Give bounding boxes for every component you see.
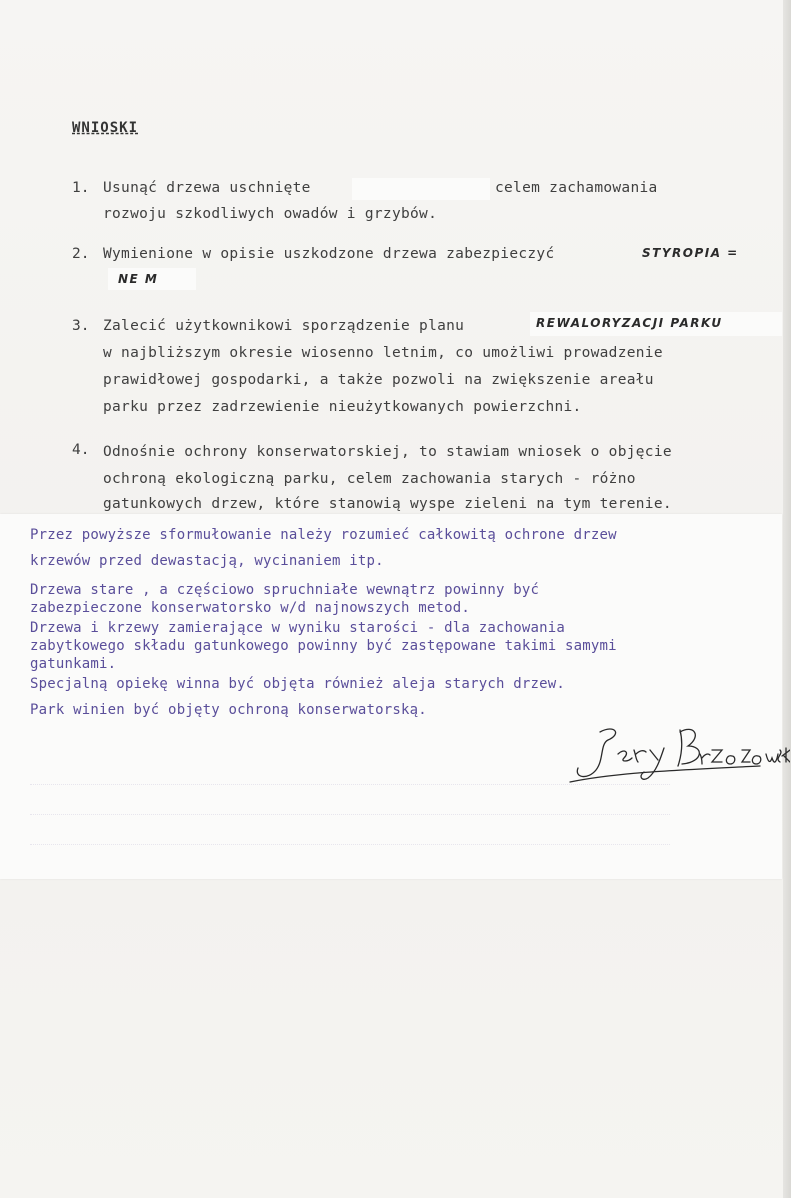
addendum-line-1: Przez powyższe sformułowanie należy rozumieć całkowitą ochrone drzew bbox=[30, 527, 617, 543]
item-2-line-1: Wymienione w opisie uszkodzone drzewa zabezpieczyć bbox=[103, 246, 555, 262]
addendum-line-7: gatunkami. bbox=[30, 656, 117, 672]
faint-line bbox=[30, 844, 670, 855]
signature bbox=[560, 720, 790, 790]
item-4-line-2: ochroną ekologiczną parku, celem zachowania starych - różno bbox=[103, 471, 636, 487]
item-1-line-2: rozwoju szkodliwych owadów i grzybów. bbox=[103, 206, 438, 222]
item-4-number: 4. bbox=[72, 442, 90, 458]
item-3-line-4: parku przez zadrzewienie nieużytkowanych powierzchni. bbox=[103, 399, 582, 415]
addendum-line-8: Specjalną opiekę winna być objęta również aleja starych drzew. bbox=[30, 676, 565, 692]
item-3-number: 3. bbox=[72, 318, 90, 334]
addendum-line-6: zabytkowego składu gatunkowego powinny być zastępowane takimi samymi bbox=[30, 638, 617, 654]
addendum-line-3: Drzewa stare , a częściowo spruchniałe wewnątrz powinny być bbox=[30, 582, 540, 598]
item-4-line-3: gatunkowych drzew, które stanowią wyspe zieleni na tym terenie. bbox=[103, 496, 672, 512]
addendum-line-4: zabezpieczone konserwatorsko w/d najnowszych metod. bbox=[30, 600, 471, 616]
addendum-line-5: Drzewa i krzewy zamierające w wyniku starości - dla zachowania bbox=[30, 620, 565, 636]
addendum-line-2: krzewów przed dewastacją, wycinaniem itp. bbox=[30, 553, 384, 569]
item-3-line-2: w najbliższym okresie wiosenno letnim, co umożliwi prowadzenie bbox=[103, 345, 663, 361]
item-3-line-3: prawidłowej gospodarki, a także pozwoli na zwiększenie areału bbox=[103, 372, 654, 388]
item-1-line-1a: Usunąć drzewa uschnięte bbox=[103, 180, 311, 196]
redacted-blank bbox=[352, 178, 490, 200]
item-1-line-1b: celem zachamowania bbox=[495, 180, 658, 196]
item-3-line-1: Zalecić użytkownikowi sporządzenie planu bbox=[103, 318, 465, 334]
item-3-handwritten: REWALORYZACJI PARKU bbox=[536, 316, 723, 330]
addendum-line-9: Park winien być objęty ochroną konserwatorską. bbox=[30, 702, 427, 718]
item-1-number: 1. bbox=[72, 180, 90, 196]
faint-line bbox=[30, 814, 670, 825]
item-2-handwritten-2: NE M bbox=[118, 272, 159, 286]
page-edge bbox=[783, 0, 791, 1198]
item-4-line-1: Odnośnie ochrony konserwatorskiej, to stawiam wniosek o objęcie bbox=[103, 444, 672, 460]
item-2-number: 2. bbox=[72, 246, 90, 262]
item-2-handwritten-1: STYROPIA = bbox=[642, 246, 739, 260]
heading-wnioski: WNIOSKI bbox=[72, 120, 139, 136]
